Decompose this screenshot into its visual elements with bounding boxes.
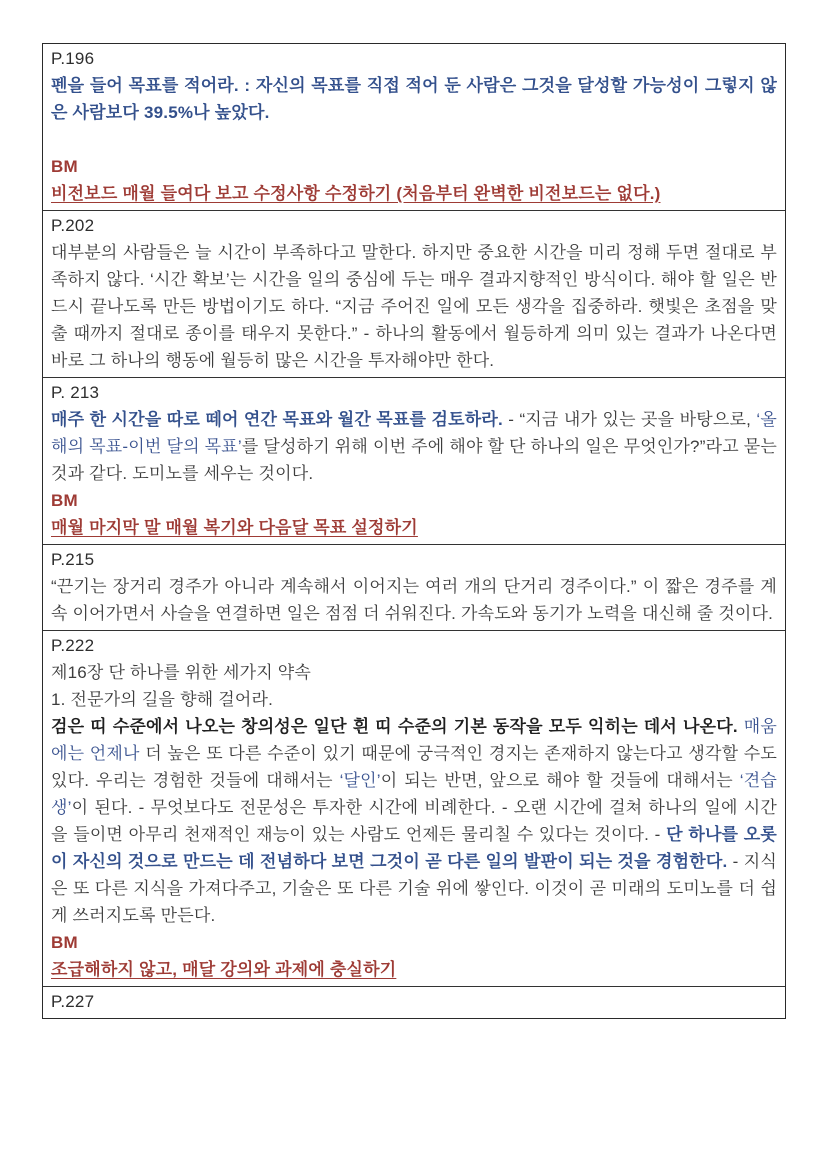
table-row [43,631,785,987]
body-text: 더 높은 또 다른 수준이 있기 때문에 궁극적인 경지는 존재하지 않는다고 생각할 수도 있다. 우리는 경험한 것들에 대해서는 [51,744,782,790]
table-row [43,44,785,211]
table-row [43,545,785,631]
paragraph [51,632,777,659]
body-text: 대부분의 사람들은 늘 시간이 부족하다고 말한다. 하지만 중요한 시간을 미리 정해 두면 절대로 부족하지 않다. ‘시간 확보’는 시간을 일의 중심에 두는 매우 결과지향적인 방식이다. 해야 할 일은 반드시 끝나도록 만든 방법이기도 하다. “지금 주어진 일에 모든 생각을 집중하라. 햇빛은 초점을 맞출 때까지 절대로 종이를 태우지 못한다.” - 하나의 활동에서 월등하게 의미 있는 결과가 나온다면 바로 그 하나의 행동에 월등히 많은 시간을 투자해야만 한다. [51,243,782,370]
body-text: “끈기는 장거리 경주가 아니라 계속해서 이어지는 여러 개의 단거리 경주이다.” 이 짧은 경주를 계속 이어가면서 사슬을 연결하면 일은 점점 더 쉬워진다. 가속도와 동기가 노력을 대신해 줄 것이다. [51,577,777,623]
action-item-text: 조급해하지 않고, 매달 강의와 과제에 충실하기 [51,960,397,979]
body-text: 제16장 단 하나를 위한 세가지 약속 [51,663,312,682]
keyword-blue-text: 매움에는 언제나 [51,717,777,763]
table-row [43,211,785,378]
paragraph [51,239,782,374]
bm-label: BM [51,157,78,176]
paragraph [51,988,777,1015]
table-row [43,378,785,545]
body-text: 이 되는 반면, 앞으로 해야 할 것들에 대해서는 [380,771,740,790]
highlight-blue-text: 펜을 들어 목표를 적어라. : 자신의 목표를 직접 적어 둔 사람은 그것을 달성할 가능성이 그렇지 않은 사람보다 39.5%나 높았다. [51,76,777,122]
table-row [43,987,785,1018]
emphasis-text: 검은 띠 수준에서 나오는 창의성은 일단 흰 띠 수준의 기본 동작을 모두 익히는 데서 나온다. [51,717,738,736]
keyword-blue-text: ‘올해의 목표-이번 달의 목표’ [51,410,777,456]
body-text: 이 된다. - 무엇보다도 전문성은 투자한 시간에 비례한다. - 오랜 시간에 걸쳐 하나의 일에 시간을 들이면 아무리 천재적인 재능이 있는 사람도 언제든 물리칠 수 있다는 것이다. - [51,798,777,844]
page-label: P. 213 [51,383,100,402]
page-label: P.215 [51,550,95,569]
body-text: 1. 전문가의 길을 향해 걸어라. [51,690,274,709]
paragraph [51,406,782,487]
page-label: P.227 [51,992,95,1011]
paragraph [51,929,777,956]
keyword-blue-text: ‘견습생’ [51,771,777,817]
paragraph [51,487,777,514]
page-label: P.222 [51,636,95,655]
body-text: - 지식은 또 다른 지식을 가져다주고, 기술은 또 다른 기술 위에 쌓인다. 이것이 곧 미래의 도미노를 더 쉽게 쓰러지도록 만든다. [51,852,777,925]
body-text: 를 달성하기 위해 이번 주에 해야 할 단 하나의 일은 무엇인가?”라고 묻는 것과 같다. 도미노를 세우는 것이다. [51,437,782,483]
keyword-blue-text: ‘달인’ [339,771,381,790]
highlight-blue-text: 매주 한 시간을 따로 떼어 연간 목표와 월간 목표를 검토하라. [51,410,503,429]
action-item-text: 매월 마지막 말 매월 복기와 다음달 목표 설정하기 [51,518,418,537]
bm-label: BM [51,933,78,952]
blank-line [51,126,777,153]
paragraph [51,713,782,929]
paragraph [51,45,777,72]
paragraph [51,379,777,406]
page-label: P.196 [51,49,95,68]
paragraph [51,686,777,713]
paragraph [51,72,777,126]
paragraph [51,659,777,686]
highlight-blue-text: 단 하나를 오롯이 자신의 것으로 만드는 데 전념하다 보면 그것이 곧 다른 일의 발판이 되는 것을 경험한다. [51,825,777,871]
page-label: P.202 [51,216,95,235]
body-text: - “지금 내가 있는 곳을 바탕으로, [502,410,757,429]
paragraph [51,212,777,239]
paragraph [51,180,777,207]
paragraph [51,956,777,983]
bm-label: BM [51,491,78,510]
paragraph [51,546,777,573]
paragraph [51,514,777,541]
action-item-text: 비전보드 매월 들여다 보고 수정사항 수정하기 (처음부터 완벽한 비전보드는 없다.) [51,184,661,203]
paragraph [51,573,777,627]
notes-table [42,43,786,1019]
paragraph [51,153,777,180]
